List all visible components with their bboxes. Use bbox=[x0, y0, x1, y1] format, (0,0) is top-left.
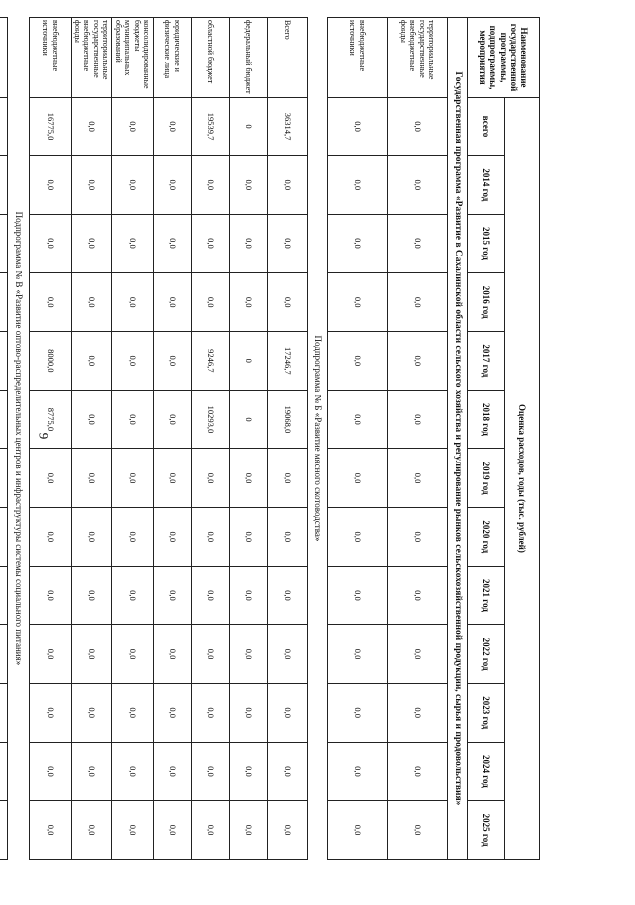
value-cell: 0,0 bbox=[154, 214, 192, 273]
value-cell: 0,0 bbox=[230, 625, 268, 684]
value-cell: 0,0 bbox=[72, 98, 112, 156]
value-cell: 0,0 bbox=[388, 331, 448, 390]
value-cell: 8000,0 bbox=[30, 331, 72, 390]
years-header-row bbox=[468, 18, 505, 860]
value-cell: 0,0 bbox=[72, 742, 112, 801]
value-cell: 0,0 bbox=[192, 625, 230, 684]
value-cell: 0,0 bbox=[30, 156, 72, 215]
year-header: 2021 год bbox=[468, 566, 505, 625]
value-cell: 0,0 bbox=[30, 273, 72, 332]
value-cell: 0,0 bbox=[230, 566, 268, 625]
year-header: 2024 год bbox=[468, 742, 505, 801]
value-cell: 0,0 bbox=[112, 390, 154, 449]
value-cell: 0,0 bbox=[112, 566, 154, 625]
year-header: 2018 год bbox=[468, 390, 505, 449]
value-cell: 17246,7 bbox=[268, 331, 308, 390]
value-cell: 0,0 bbox=[268, 625, 308, 684]
year-header: 2016 год bbox=[468, 273, 505, 332]
value-cell: 0,0 bbox=[328, 331, 388, 390]
value-cell: 0 bbox=[230, 390, 268, 449]
value-cell: 0,0 bbox=[230, 273, 268, 332]
value-cell: 0 bbox=[230, 98, 268, 156]
value-cell: 0,0 bbox=[154, 742, 192, 801]
value-cell bbox=[0, 683, 8, 742]
value-cell: 0,0 bbox=[154, 390, 192, 449]
value-cell: 0,0 bbox=[230, 683, 268, 742]
year-header: 2023 год bbox=[468, 683, 505, 742]
row-label: юридические и физические лица bbox=[154, 18, 192, 98]
value-cell bbox=[0, 625, 8, 684]
value-cell: 0,0 bbox=[328, 566, 388, 625]
value-cell: 0,0 bbox=[268, 273, 308, 332]
value-cell: 0,0 bbox=[192, 742, 230, 801]
value-cell: 0,0 bbox=[388, 156, 448, 215]
value-cell: 9246,7 bbox=[192, 331, 230, 390]
value-cell: 0,0 bbox=[112, 214, 154, 273]
table-row bbox=[0, 18, 8, 860]
value-cell: 0,0 bbox=[388, 507, 448, 566]
value-cell: 0,0 bbox=[328, 625, 388, 684]
value-cell: 0,0 bbox=[30, 449, 72, 508]
value-cell: 0,0 bbox=[328, 801, 388, 860]
value-cell: 0,0 bbox=[388, 683, 448, 742]
value-cell: 0,0 bbox=[268, 507, 308, 566]
row-label: Всего bbox=[268, 18, 308, 98]
budget-table-body bbox=[0, 18, 540, 860]
estimate-header: Оценка расходов, годы (тыс. рублей) bbox=[505, 98, 540, 860]
value-cell bbox=[0, 507, 8, 566]
value-cell: 0,0 bbox=[112, 449, 154, 508]
value-cell bbox=[0, 214, 8, 273]
value-cell: 0,0 bbox=[268, 449, 308, 508]
row-label: консолидированные бюджеты муниципальных образований bbox=[112, 18, 154, 98]
value-cell bbox=[0, 156, 8, 215]
value-cell: 0,0 bbox=[112, 331, 154, 390]
value-cell: 0,0 bbox=[268, 801, 308, 860]
value-cell: 16775,0 bbox=[30, 98, 72, 156]
value-cell: 0,0 bbox=[230, 214, 268, 273]
subprogram-v-title-row bbox=[8, 18, 30, 860]
value-cell: 0,0 bbox=[328, 683, 388, 742]
value-cell: 0,0 bbox=[268, 214, 308, 273]
value-cell: 0,0 bbox=[72, 507, 112, 566]
value-cell: 0,0 bbox=[328, 156, 388, 215]
year-header: всего bbox=[468, 98, 505, 156]
program-title: Государственная программа «Развитие в Сахалинской области сельского хозяйства и регулирование рынков сельскохозяйственной продукции, сырья и продовольствия» bbox=[448, 18, 468, 860]
value-cell: 0,0 bbox=[268, 742, 308, 801]
value-cell bbox=[0, 449, 8, 508]
value-cell: 0,0 bbox=[72, 156, 112, 215]
row-label: федеральный бюджет bbox=[230, 18, 268, 98]
value-cell bbox=[0, 742, 8, 801]
table-row bbox=[154, 18, 192, 860]
value-cell: 0,0 bbox=[230, 156, 268, 215]
value-cell: 0,0 bbox=[154, 98, 192, 156]
value-cell: 0,0 bbox=[112, 273, 154, 332]
value-cell: 0 bbox=[230, 331, 268, 390]
value-cell: 0,0 bbox=[388, 625, 448, 684]
value-cell: 0,0 bbox=[154, 156, 192, 215]
value-cell: 0,0 bbox=[112, 156, 154, 215]
value-cell: 0,0 bbox=[268, 156, 308, 215]
value-cell: 0,0 bbox=[30, 742, 72, 801]
value-cell: 0,0 bbox=[230, 507, 268, 566]
value-cell: 0,0 bbox=[328, 214, 388, 273]
value-cell: 36314,7 bbox=[268, 98, 308, 156]
value-cell: 0,0 bbox=[154, 331, 192, 390]
value-cell bbox=[0, 390, 8, 449]
value-cell: 0,0 bbox=[328, 390, 388, 449]
value-cell: 0,0 bbox=[154, 273, 192, 332]
page-number: 9 bbox=[36, 432, 52, 440]
value-cell bbox=[0, 566, 8, 625]
value-cell: 0,0 bbox=[154, 683, 192, 742]
year-header: 2017 год bbox=[468, 331, 505, 390]
name-column-header: Наименование государственной программы, подпрограммы, мероприятия bbox=[468, 18, 540, 98]
value-cell: 0,0 bbox=[72, 625, 112, 684]
value-cell: 8775,0 bbox=[30, 390, 72, 449]
value-cell: 10293,0 bbox=[192, 390, 230, 449]
value-cell: 0,0 bbox=[388, 390, 448, 449]
row-label: территориальные государственные внебюджетные фонды bbox=[72, 18, 112, 98]
table-row bbox=[30, 18, 72, 860]
value-cell: 0,0 bbox=[192, 273, 230, 332]
value-cell: 0,0 bbox=[388, 273, 448, 332]
value-cell: 0,0 bbox=[192, 449, 230, 508]
value-cell: 0,0 bbox=[230, 742, 268, 801]
table-row bbox=[230, 18, 268, 860]
value-cell: 0,0 bbox=[328, 507, 388, 566]
value-cell: 0,0 bbox=[192, 566, 230, 625]
subprogram-v-title: Подпрограмма № В «Развитие оптово-распределительных центров и инфраструктуры системы социального питания» bbox=[8, 18, 30, 860]
value-cell: 0,0 bbox=[192, 214, 230, 273]
program-title-row bbox=[448, 18, 468, 860]
value-cell: 0,0 bbox=[388, 98, 448, 156]
value-cell: 0,0 bbox=[328, 273, 388, 332]
year-header: 2019 год bbox=[468, 449, 505, 508]
value-cell bbox=[0, 331, 8, 390]
value-cell: 0,0 bbox=[192, 156, 230, 215]
value-cell: 0,0 bbox=[388, 214, 448, 273]
value-cell: 0,0 bbox=[268, 683, 308, 742]
value-cell: 0,0 bbox=[72, 390, 112, 449]
value-cell: 0,0 bbox=[30, 507, 72, 566]
value-cell: 0,0 bbox=[30, 625, 72, 684]
value-cell: 0,0 bbox=[230, 449, 268, 508]
value-cell: 0,0 bbox=[154, 507, 192, 566]
value-cell: 0,0 bbox=[154, 801, 192, 860]
row-label: внебюджетные источники bbox=[328, 18, 388, 98]
table-row bbox=[388, 18, 448, 860]
value-cell: 0,0 bbox=[112, 683, 154, 742]
value-cell: 0,0 bbox=[388, 801, 448, 860]
year-header: 2015 год bbox=[468, 214, 505, 273]
value-cell: 0,0 bbox=[30, 566, 72, 625]
value-cell: 0,0 bbox=[154, 449, 192, 508]
value-cell: 0,0 bbox=[388, 742, 448, 801]
value-cell: 0,0 bbox=[30, 214, 72, 273]
year-header: 2022 год bbox=[468, 625, 505, 684]
value-cell: 0,0 bbox=[72, 331, 112, 390]
value-cell: 0,0 bbox=[30, 801, 72, 860]
row-label bbox=[0, 18, 8, 98]
value-cell: 0,0 bbox=[328, 98, 388, 156]
value-cell: 0,0 bbox=[192, 683, 230, 742]
row-label: областной бюджет bbox=[192, 18, 230, 98]
value-cell bbox=[0, 98, 8, 156]
value-cell: 0,0 bbox=[72, 214, 112, 273]
value-cell: 0,0 bbox=[72, 801, 112, 860]
table-row bbox=[112, 18, 154, 860]
header-row-top bbox=[505, 18, 540, 860]
value-cell: 0,0 bbox=[154, 625, 192, 684]
value-cell: 0,0 bbox=[192, 801, 230, 860]
table-row bbox=[328, 18, 388, 860]
year-header: 2025 год bbox=[468, 801, 505, 860]
table-row bbox=[192, 18, 230, 860]
value-cell: 0,0 bbox=[72, 566, 112, 625]
value-cell: 0,0 bbox=[112, 507, 154, 566]
value-cell: 0,0 bbox=[112, 625, 154, 684]
value-cell: 0,0 bbox=[328, 449, 388, 508]
value-cell bbox=[0, 273, 8, 332]
row-label: территориальные государственные внебюджетные фонды bbox=[388, 18, 448, 98]
value-cell: 19068,0 bbox=[268, 390, 308, 449]
value-cell bbox=[0, 801, 8, 860]
value-cell: 0,0 bbox=[112, 742, 154, 801]
value-cell: 0,0 bbox=[388, 566, 448, 625]
value-cell: 0,0 bbox=[72, 683, 112, 742]
subprogram-b-title: Подпрограмма № Б «Развитие мясного скотоводства» bbox=[308, 18, 328, 860]
year-header: 2014 год bbox=[468, 156, 505, 215]
value-cell: 19539,7 bbox=[192, 98, 230, 156]
value-cell: 0,0 bbox=[72, 449, 112, 508]
year-header: 2020 год bbox=[468, 507, 505, 566]
value-cell: 0,0 bbox=[112, 801, 154, 860]
value-cell: 0,0 bbox=[112, 98, 154, 156]
value-cell: 0,0 bbox=[154, 566, 192, 625]
value-cell: 0,0 bbox=[30, 683, 72, 742]
value-cell: 0,0 bbox=[230, 801, 268, 860]
value-cell: 0,0 bbox=[328, 742, 388, 801]
table-row bbox=[268, 18, 308, 860]
table-row bbox=[72, 18, 112, 860]
value-cell: 0,0 bbox=[72, 273, 112, 332]
value-cell: 0,0 bbox=[192, 507, 230, 566]
budget-table bbox=[0, 17, 540, 860]
row-label: внебюджетные источники bbox=[30, 18, 72, 98]
value-cell: 0,0 bbox=[268, 566, 308, 625]
value-cell: 0,0 bbox=[388, 449, 448, 508]
subprogram-b-title-row bbox=[308, 18, 328, 860]
